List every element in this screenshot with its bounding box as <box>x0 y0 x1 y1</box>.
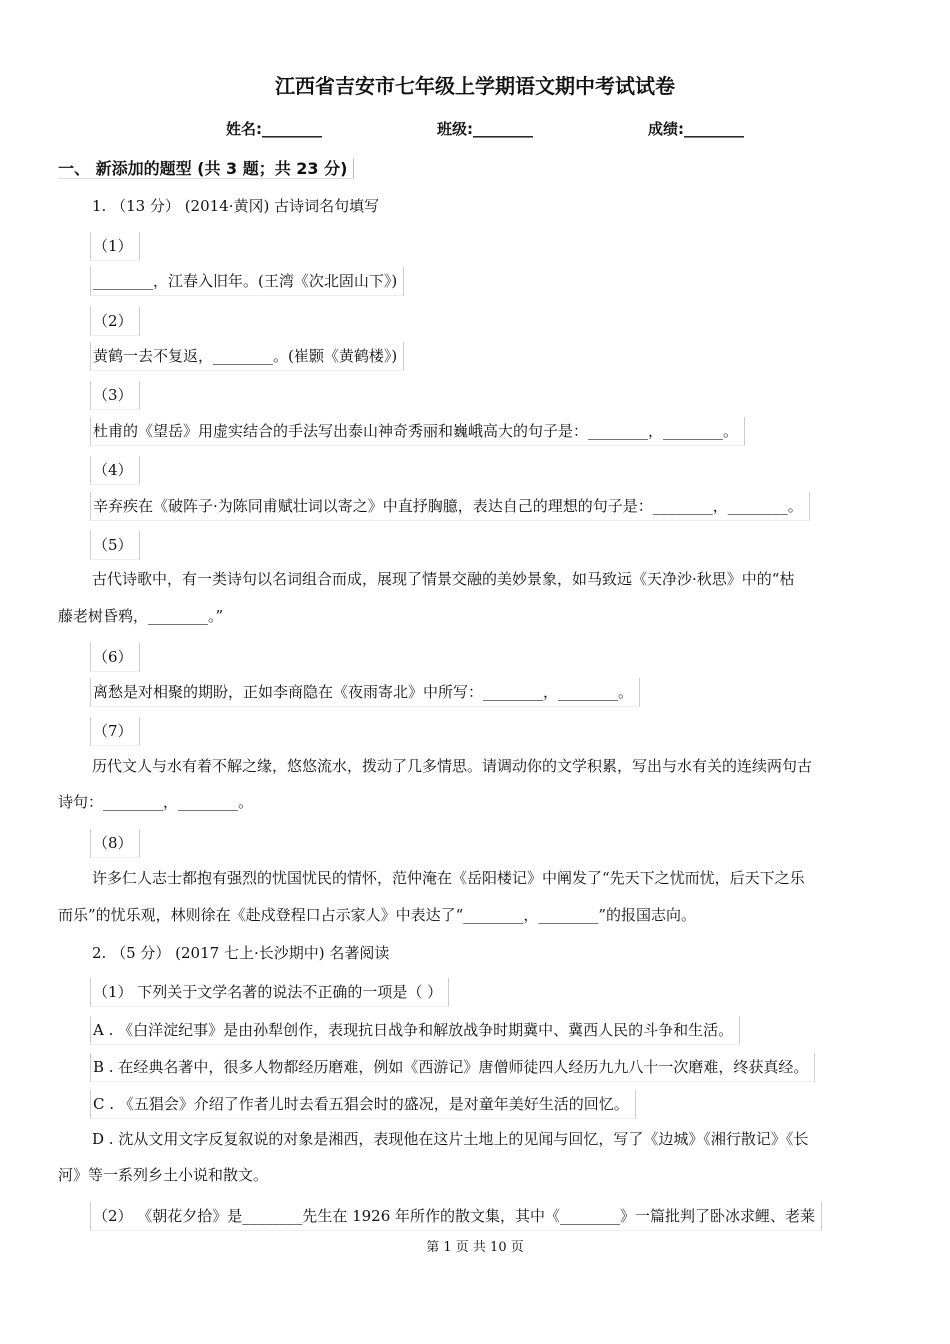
q1-part-6-label: （6） <box>90 643 140 672</box>
q1-part-8-label: （8） <box>90 829 140 858</box>
q1-part-7-label: （7） <box>90 717 140 746</box>
page-title: 江西省吉安市七年级上学期语文期中考试试卷 <box>275 74 675 98</box>
score-field: 成绩:________ <box>648 120 744 138</box>
q2-part-1: （1） 下列关于文学名著的说法不正确的一项是（ ） <box>90 978 449 1007</box>
q1-part-8-line-1: 许多仁人志士都抱有强烈的忧国忧民的情怀，范仲淹在《岳阳楼记》中阐发了“先天下之忧而忧，后天下之乐 <box>92 869 805 887</box>
q1-part-2-label: （2） <box>90 307 140 336</box>
q2-option-d-line-1: D . 沈从文用文字反复叙说的对象是湘西，表现他在这片土地上的见闻与回忆，写了《边城》《湘行散记》《长 <box>92 1130 809 1148</box>
q1-part-4-label: （4） <box>90 456 140 485</box>
q1-part-6-text: 离愁是对相聚的期盼，正如李商隐在《夜雨寄北》中所写：________，________。 <box>90 678 640 707</box>
q2-option-d-line-2: 河》等一系列乡土小说和散文。 <box>58 1166 269 1184</box>
q1-part-5-line-2: 藤老树昏鸦，________。” <box>58 607 224 625</box>
q2-option-b: B . 在经典名著中，很多人物都经历磨难，例如《西游记》唐僧师徒四人经历九九八十一次磨难，终获真经。 <box>90 1053 815 1082</box>
question-1-header: 1. （13 分） (2014·黄冈) 古诗词名句填写 <box>92 197 380 215</box>
q1-part-2-text: 黄鹤一去不复返，________。(崔颢《黄鹤楼》) <box>90 342 404 371</box>
class-field: 班级:________ <box>437 120 533 138</box>
q2-option-c: C . 《五猖会》介绍了作者儿时去看五猖会时的盛况，是对童年美好生活的回忆。 <box>90 1090 636 1119</box>
q1-part-1-text: ________，江春入旧年。(王湾《次北固山下》) <box>90 267 404 296</box>
q2-part-2: （2） 《朝花夕拾》是________先生在 1926 年所作的散文集，其中《________》一篇批判了卧冰求鲤、老莱 <box>90 1202 822 1231</box>
q1-part-7-line-2: 诗句：________，________。 <box>58 793 254 811</box>
q1-part-4-text: 辛弃疾在《破阵子·为陈同甫赋壮词以寄之》中直抒胸臆，表达自己的理想的句子是：________，________。 <box>90 492 810 521</box>
name-field: 姓名:________ <box>226 120 322 138</box>
question-2-header: 2. （5 分） (2017 七上·长沙期中) 名著阅读 <box>92 944 390 962</box>
section-title: 一、 新添加的题型 (共 3 题；共 23 分) <box>58 159 354 179</box>
q2-option-a: A . 《白洋淀纪事》是由孙犁创作，表现抗日战争和解放战争时期冀中、冀西人民的斗争和生活。 <box>90 1016 740 1045</box>
q1-part-1-label: （1） <box>90 232 140 261</box>
q1-part-5-label: （5） <box>90 531 140 560</box>
q1-part-3-text: 杜甫的《望岳》用虚实结合的手法写出泰山神奇秀丽和巍峨高大的句子是：________，________。 <box>90 417 745 446</box>
q1-part-7-line-1: 历代文人与水有着不解之缘，悠悠流水，拨动了几多情思。请调动你的文学积累，写出与水有关的连续两句古 <box>92 757 813 775</box>
page-footer: 第 1 页 共 10 页 <box>426 1240 524 1255</box>
q1-part-5-line-1: 古代诗歌中，有一类诗句以名词组合而成，展现了情景交融的美妙景象，如马致远《天净沙·秋思》中的“枯 <box>92 570 795 588</box>
q1-part-8-line-2: 而乐”的忧乐观，林则徐在《赴戍登程口占示家人》中表达了“________，________”的报国志向。 <box>58 906 697 924</box>
q1-part-3-label: （3） <box>90 381 140 410</box>
section-heading <box>58 156 354 179</box>
